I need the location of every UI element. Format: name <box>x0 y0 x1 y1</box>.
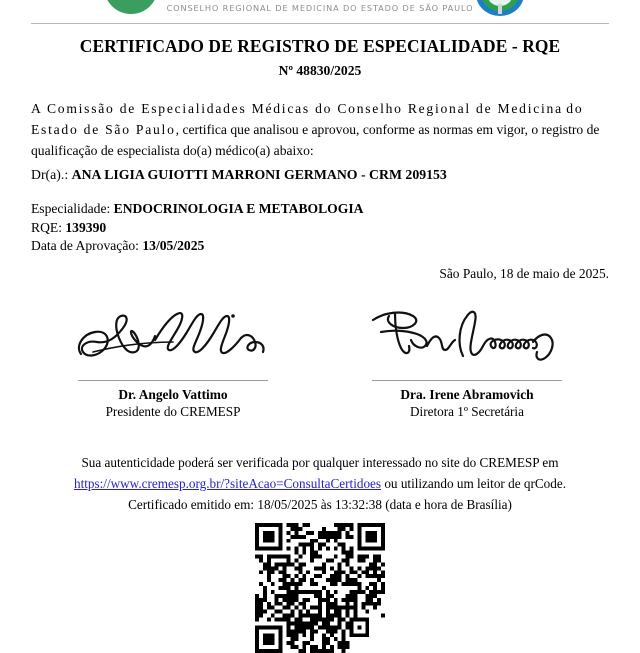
intro-line-2-rest: , certifica que analisou e aprovou, conforme as normas em vigor, o <box>175 122 539 137</box>
doctor-line <box>31 167 447 183</box>
footer-line-2-rest: ou utilizando um leitor de qrCode. <box>381 476 566 491</box>
footer-line-3: Certificado emitido em: 18/05/2025 às 13:32:38 (data e hora de Brasília) <box>128 497 512 512</box>
approval-label: Data de Aprovação: <box>31 238 139 253</box>
cfm-seal-icon <box>476 0 524 16</box>
signature-block-president <box>57 302 289 420</box>
place-and-date: São Paulo, 18 de maio de 2025. <box>439 266 609 281</box>
specialty-row <box>31 200 363 219</box>
header-organization-name: CONSELHO REGIONAL DE MEDICINA DO ESTADO DE SÃO PAULO <box>166 3 474 13</box>
approval-row <box>31 237 363 256</box>
specialty-value: ENDOCRINOLOGIA E METABOLOGIA <box>113 201 364 216</box>
intro-line-1: A Comissão de Especialidades Médicas do Conselho Regional de Medicina <box>31 101 563 116</box>
verification-qr-code <box>255 523 385 653</box>
signature-image-president <box>57 302 289 380</box>
verification-footer <box>31 452 609 515</box>
signature-role-secretary: Diretora 1º Secretária <box>410 404 524 419</box>
doctor-label: Dr(a).: <box>31 167 69 182</box>
registration-details <box>31 200 363 256</box>
rqe-label: RQE: <box>31 219 62 235</box>
intro-line-2-spaced: do Estado de São Paulo <box>31 101 584 137</box>
rqe-row <box>31 219 363 238</box>
intro-paragraph <box>31 98 609 161</box>
signature-rule-secretary <box>372 380 562 381</box>
intro-line-3: registro de qualificação de especialista do(a) médico(a) abaixo: <box>31 122 600 158</box>
approval-value: 13/05/2025 <box>142 238 205 253</box>
signature-image-secretary <box>351 302 583 380</box>
footer-line-2 <box>31 473 609 494</box>
signature-name-president: Dr. Angelo Vattimo <box>118 387 228 402</box>
footer-line-1: Sua autenticidade poderá ser verificada por qualquer interessado no site do CREMESP em <box>81 455 559 470</box>
header-divider <box>31 23 609 24</box>
specialty-label: Especialidade: <box>31 201 111 216</box>
verification-link[interactable]: https://www.cremesp.org.br/?siteAcao=ConsultaCertidoes <box>74 476 382 491</box>
rqe-value: 139390 <box>65 219 107 235</box>
signature-rule-president <box>78 380 268 381</box>
document-header <box>0 0 640 24</box>
certificate-title: CERTIFICADO DE REGISTRO DE ESPECIALIDADE - RQE <box>79 36 561 56</box>
signature-block-secretary <box>351 302 583 420</box>
doctor-name-crm: ANA LIGIA GUIOTTI MARRONI GERMANO - CRM 209153 <box>71 167 447 182</box>
signature-name-secretary: Dra. Irene Abramovich <box>400 387 534 402</box>
signature-role-president: Presidente do CREMESP <box>105 404 241 419</box>
certificate-number: Nº 48830/2025 <box>278 63 362 78</box>
